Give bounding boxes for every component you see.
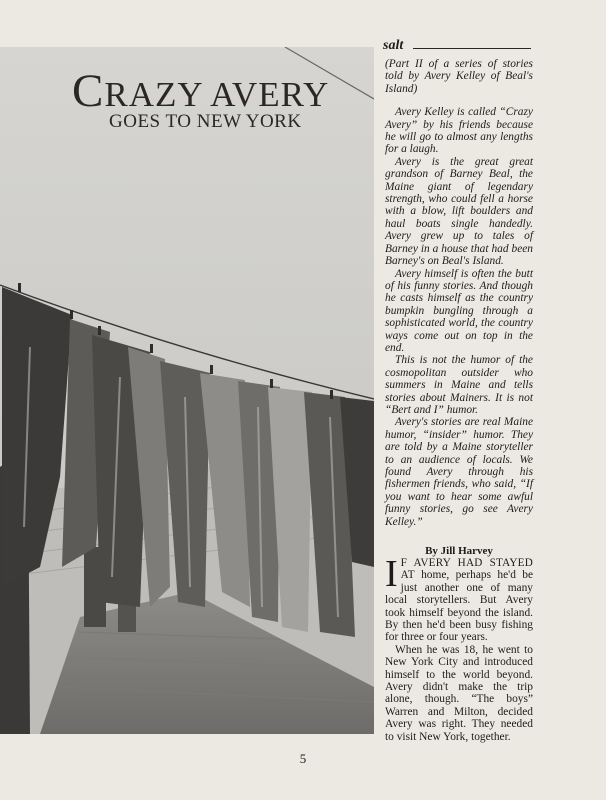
intro-column bbox=[385, 58, 533, 528]
story-lead-paragraph bbox=[385, 553, 533, 644]
title-main bbox=[72, 65, 342, 117]
lead-rest: home, perhaps he'd be just another one of many local storytellers. But Avery took himself beyond the island. By then he'd been busy fishing for three or four years. bbox=[385, 569, 533, 644]
section-label: salt bbox=[383, 38, 404, 53]
story-paragraph: When he was 18, he went to New York City and introduced himself to the world beyond. Avery didn't make the trip alone, though. “The boys” Warren and Milton, decided Avery was right. They needed to visit New York, together. bbox=[385, 643, 533, 743]
intro-paragraph: This is not the humor of the cosmopolitan outsider who summers in Maine and tells stories about Mainers. It is not “Bert and I” humor. bbox=[385, 354, 533, 416]
title-main-rest: RAZY AVERY bbox=[104, 75, 330, 114]
page-number: 5 bbox=[299, 751, 307, 766]
story-column bbox=[385, 553, 533, 743]
byline: By Jill Harvey bbox=[425, 545, 493, 557]
drop-cap: I bbox=[385, 553, 398, 595]
title-initial: C bbox=[72, 65, 105, 117]
section-header bbox=[383, 38, 531, 56]
intro-paragraph: Avery Kelley is called “Crazy Avery” by his friends because he will go to almost any lengths for a laugh. bbox=[385, 106, 533, 156]
photo-illustration bbox=[0, 47, 374, 734]
intro-paragraph: Avery's stories are real Maine humor, “insider” humor. They are told by a Maine storyteller to an audience of locals. We found Avery through his fishermen friends, who said, “If you want to hear some awful funny stories, go see Avery Kelley.” bbox=[385, 416, 533, 528]
header-rule bbox=[413, 48, 531, 49]
intro-paragraph: Avery is the great great grandson of Barney Beal, the Maine giant of legendary strength, who could fell a horse with a blow, lift boulders and haul boats single handedly. Avery grew up to tales of Barney in a house that had been Barney's on Beal's Island. bbox=[385, 155, 533, 268]
article-title bbox=[72, 65, 342, 132]
intro-paragraph: Avery himself is often the butt of his funny stories. And though he casts himself as the country bumpkin bungling through a sophisticated world, the country ways come out on top in the end. bbox=[385, 267, 533, 354]
series-note: (Part II of a series of stories told by Avery Kelley of Beal's Island) bbox=[385, 58, 533, 95]
lead-caps: F AVERY HAD STAYED AT bbox=[400, 557, 533, 582]
title-subtitle: GOES TO NEW YORK bbox=[109, 111, 302, 132]
clothesline-photo bbox=[0, 47, 374, 734]
